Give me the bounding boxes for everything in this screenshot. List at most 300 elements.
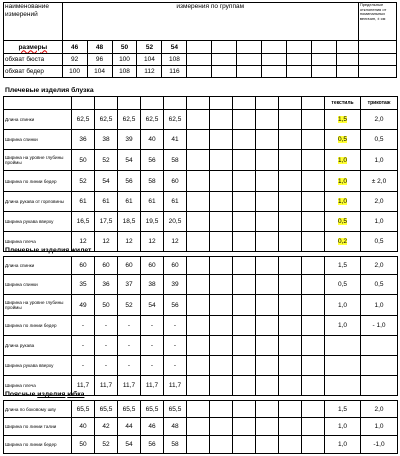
value-cell: 35 <box>72 275 95 295</box>
row-label: Ширина по линии бедер <box>4 171 72 192</box>
empty-cell <box>279 295 302 316</box>
value-cell: 60 <box>164 257 187 275</box>
empty-cell <box>233 376 256 396</box>
row-label: Длина спинки <box>4 257 72 275</box>
row-label: Длина по боковому шву <box>4 401 72 418</box>
textile-value: 0,5 <box>337 136 348 143</box>
empty-cell <box>302 130 325 150</box>
value-cell: 38 <box>141 275 164 295</box>
value-cell: 61 <box>141 192 164 212</box>
value-cell: 48 <box>164 418 187 436</box>
value-cell: 38 <box>95 130 118 150</box>
empty-cell <box>187 336 210 356</box>
knit-cell: -1,0 <box>361 436 398 454</box>
value-cell: 12 <box>95 232 118 252</box>
row-label: обхват бедер <box>4 66 63 78</box>
empty-cell <box>187 295 210 316</box>
empty-cell <box>210 418 233 436</box>
value-cell: 65,5 <box>95 401 118 418</box>
textile-cell <box>325 212 361 232</box>
table-row <box>4 436 398 454</box>
empty-cell <box>187 232 210 252</box>
empty-cell <box>256 356 279 376</box>
value-cell: - <box>72 356 95 376</box>
knit-cell: 2,0 <box>361 110 398 130</box>
knit-cell: 0,5 <box>361 275 398 295</box>
value-cell: - <box>118 316 141 336</box>
textile-cell <box>325 356 361 376</box>
textile-value: 1,0 <box>337 322 348 329</box>
vest-table <box>3 256 398 396</box>
knit-cell: 0,5 <box>361 130 398 150</box>
empty-cell <box>233 316 256 336</box>
empty-cell <box>187 212 210 232</box>
empty-cell <box>187 418 210 436</box>
row-label: Ширина по линии талии <box>4 418 72 436</box>
row-label: Ширина на уровне глубины проймы <box>4 150 72 171</box>
value-cell: 40 <box>72 418 95 436</box>
empty-cell <box>210 212 233 232</box>
value-cell: 62,5 <box>164 110 187 130</box>
empty-cell <box>233 356 256 376</box>
empty-cell <box>187 316 210 336</box>
textile-cell <box>325 257 361 275</box>
empty-cell <box>279 192 302 212</box>
table-row <box>4 171 398 192</box>
value-cell: 62,5 <box>118 110 141 130</box>
value-cell: 39 <box>164 275 187 295</box>
value-cell: 52 <box>72 171 95 192</box>
row-label: Ширина плеча <box>4 232 72 252</box>
empty-cell <box>256 316 279 336</box>
knit-cell: ± 2,0 <box>361 171 398 192</box>
textile-cell <box>325 150 361 171</box>
value-cell: 19,5 <box>141 212 164 232</box>
value-cell: 12 <box>72 232 95 252</box>
value-cell: 104 <box>87 66 112 78</box>
knit-cell <box>361 376 398 396</box>
table-row <box>4 212 398 232</box>
value-cell: - <box>141 316 164 336</box>
empty-cell <box>302 171 325 192</box>
textile-cell <box>325 232 361 252</box>
table-row <box>4 275 398 295</box>
row-label: Длина рукава от горловины <box>4 192 72 212</box>
value-cell: 108 <box>162 54 187 66</box>
empty-cell <box>233 171 256 192</box>
empty-cell <box>256 212 279 232</box>
value-cell: 11,7 <box>118 376 141 396</box>
size-cell: 46 <box>62 41 87 54</box>
section-title-vest: Плечевые изделия жилет <box>5 247 92 254</box>
value-cell: 12 <box>141 232 164 252</box>
knit-cell: 1,0 <box>361 418 398 436</box>
row-label: Ширина спинки <box>4 130 72 150</box>
table-row <box>4 418 398 436</box>
empty-cell <box>256 150 279 171</box>
groups-header: измерения по группам <box>62 3 358 41</box>
value-cell: - <box>118 356 141 376</box>
empty-cell <box>233 212 256 232</box>
empty-cell <box>302 295 325 316</box>
value-cell: 41 <box>164 130 187 150</box>
empty-cell <box>302 212 325 232</box>
knit-cell: 1,0 <box>361 212 398 232</box>
value-cell: 11,7 <box>141 376 164 396</box>
value-cell: 56 <box>118 171 141 192</box>
value-cell: 18,5 <box>118 212 141 232</box>
empty-cell <box>187 436 210 454</box>
empty-cell <box>233 295 256 316</box>
value-cell: 60 <box>72 257 95 275</box>
empty-cell <box>210 336 233 356</box>
empty-cell <box>256 336 279 356</box>
empty-cell <box>279 336 302 356</box>
empty-cell <box>210 171 233 192</box>
value-cell: 65,5 <box>72 401 95 418</box>
empty-cell <box>302 275 325 295</box>
value-cell: 37 <box>118 275 141 295</box>
textile-value: 1,5 <box>337 116 348 123</box>
empty-cell <box>256 171 279 192</box>
value-cell: 36 <box>95 275 118 295</box>
value-cell: 58 <box>141 171 164 192</box>
value-cell: - <box>164 356 187 376</box>
textile-cell <box>325 418 361 436</box>
value-cell: 17,5 <box>95 212 118 232</box>
empty-cell <box>302 376 325 396</box>
empty-cell <box>256 295 279 316</box>
value-cell: 11,7 <box>95 376 118 396</box>
value-cell: 12 <box>164 232 187 252</box>
value-cell: 61 <box>95 192 118 212</box>
textile-cell <box>325 436 361 454</box>
value-cell: 42 <box>95 418 118 436</box>
empty-cell <box>233 275 256 295</box>
empty-cell <box>256 232 279 252</box>
textile-value: 1,5 <box>337 405 348 413</box>
textile-cell <box>325 130 361 150</box>
empty-cell <box>302 257 325 275</box>
value-cell: 50 <box>95 295 118 316</box>
empty-cell <box>233 401 256 418</box>
value-cell: - <box>95 316 118 336</box>
empty-cell <box>187 356 210 376</box>
empty-cell <box>256 257 279 275</box>
knit-cell: 2,0 <box>361 401 398 418</box>
empty-cell <box>256 418 279 436</box>
textile-value: 1,0 <box>337 156 348 164</box>
knit-cell <box>361 356 398 376</box>
sizes-label: размеры <box>4 41 63 54</box>
table-row <box>4 336 398 356</box>
row-label: Ширина по линии бедер <box>4 316 72 336</box>
textile-cell <box>325 192 361 212</box>
empty-cell <box>279 232 302 252</box>
textile-cell <box>325 401 361 418</box>
value-cell: 61 <box>164 192 187 212</box>
empty-cell <box>187 150 210 171</box>
name-header: наименование измерений <box>4 3 63 41</box>
size-cell: 52 <box>137 41 162 54</box>
skirt-title-b: изделия <box>37 391 66 398</box>
empty-cell <box>279 356 302 376</box>
value-cell: - <box>164 316 187 336</box>
value-cell: 58 <box>164 150 187 171</box>
section-title-blouse: Плечевые изделия блузка <box>5 87 94 94</box>
value-cell: - <box>118 336 141 356</box>
empty-cell <box>187 110 210 130</box>
value-cell: 100 <box>62 66 87 78</box>
value-cell: 60 <box>141 257 164 275</box>
value-cell: - <box>95 336 118 356</box>
empty-cell <box>187 376 210 396</box>
empty-cell <box>256 401 279 418</box>
empty-cell <box>187 401 210 418</box>
col-knit: трикотаж <box>361 97 398 110</box>
skirt-title-c: юбка <box>67 391 85 398</box>
knit-cell: 2,0 <box>361 257 398 275</box>
knit-cell: 1,0 <box>361 295 398 316</box>
empty-cell <box>256 192 279 212</box>
row-label: Ширина спинки <box>4 275 72 295</box>
empty-cell <box>279 110 302 130</box>
value-cell: 65,5 <box>118 401 141 418</box>
empty-cell <box>302 316 325 336</box>
empty-cell <box>210 232 233 252</box>
value-cell: 104 <box>137 54 162 66</box>
empty-cell <box>233 336 256 356</box>
row-label: Ширина рукава вверху <box>4 356 72 376</box>
value-cell: 54 <box>95 171 118 192</box>
table-row <box>4 401 398 418</box>
empty-cell <box>233 232 256 252</box>
row-label: Ширина рукава вверху <box>4 212 72 232</box>
empty-cell <box>187 275 210 295</box>
size-cell: 54 <box>162 41 187 54</box>
value-cell: - <box>141 336 164 356</box>
empty-cell <box>187 192 210 212</box>
empty-cell <box>233 192 256 212</box>
empty-cell <box>210 110 233 130</box>
empty-cell <box>210 376 233 396</box>
empty-cell <box>210 436 233 454</box>
textile-cell <box>325 295 361 316</box>
textile-value: 1,0 <box>337 441 348 448</box>
value-cell: 16,5 <box>72 212 95 232</box>
value-cell: - <box>141 356 164 376</box>
value-cell: 108 <box>112 66 137 78</box>
value-cell: 62,5 <box>95 110 118 130</box>
textile-cell <box>325 275 361 295</box>
textile-value: 0,5 <box>337 281 348 288</box>
empty-cell <box>187 171 210 192</box>
textile-cell <box>325 110 361 130</box>
empty-cell <box>233 110 256 130</box>
value-cell: 50 <box>72 436 95 454</box>
table-row <box>4 316 398 336</box>
value-cell: 11,7 <box>164 376 187 396</box>
value-cell: 50 <box>72 150 95 171</box>
empty-cell <box>302 192 325 212</box>
table-row <box>4 150 398 171</box>
deviation-header: Предельные отклонения от номинальных величин, ± см <box>358 3 396 41</box>
textile-value: 1,0 <box>337 301 348 309</box>
value-cell: 52 <box>95 436 118 454</box>
value-cell: 61 <box>118 192 141 212</box>
textile-cell <box>325 171 361 192</box>
empty-cell <box>302 418 325 436</box>
value-cell: 20,5 <box>164 212 187 232</box>
empty-cell <box>302 232 325 252</box>
value-cell: 12 <box>118 232 141 252</box>
empty-cell <box>256 130 279 150</box>
textile-value: 1,0 <box>337 198 348 205</box>
value-cell: 58 <box>164 436 187 454</box>
empty-cell <box>210 130 233 150</box>
value-cell: 65,5 <box>164 401 187 418</box>
skirt-title-a: Поясные <box>5 391 36 398</box>
table-row <box>4 356 398 376</box>
empty-cell <box>302 436 325 454</box>
textile-value: 0,5 <box>337 218 348 225</box>
empty-cell <box>210 257 233 275</box>
value-cell: 56 <box>141 150 164 171</box>
value-cell: 54 <box>118 436 141 454</box>
table-row <box>4 192 398 212</box>
empty-cell <box>279 257 302 275</box>
empty-cell <box>210 316 233 336</box>
skirt-table <box>3 400 398 454</box>
empty-cell <box>233 130 256 150</box>
empty-cell <box>279 401 302 418</box>
size-cell: 50 <box>112 41 137 54</box>
blouse-table <box>3 96 398 252</box>
knit-cell: 1,0 <box>361 150 398 171</box>
value-cell: 54 <box>141 295 164 316</box>
value-cell: 46 <box>141 418 164 436</box>
textile-value: 1,0 <box>337 177 348 185</box>
value-cell: 44 <box>118 418 141 436</box>
value-cell: 61 <box>72 192 95 212</box>
value-cell: 11,7 <box>72 376 95 396</box>
value-cell: 40 <box>141 130 164 150</box>
value-cell: - <box>164 336 187 356</box>
empty-cell <box>279 418 302 436</box>
empty-cell <box>233 257 256 275</box>
textile-cell <box>325 336 361 356</box>
empty-cell <box>256 376 279 396</box>
value-cell: 49 <box>72 295 95 316</box>
empty-cell <box>210 356 233 376</box>
value-cell: 60 <box>164 171 187 192</box>
empty-cell <box>210 275 233 295</box>
empty-cell <box>302 150 325 171</box>
value-cell: 52 <box>118 295 141 316</box>
knit-cell: 2,0 <box>361 192 398 212</box>
empty-cell <box>302 356 325 376</box>
empty-cell <box>302 110 325 130</box>
value-cell: 116 <box>162 66 187 78</box>
knit-cell: 0,5 <box>361 232 398 252</box>
col-textile: текстиль <box>325 97 361 110</box>
row-label: обхват бюста <box>4 54 63 66</box>
value-cell: 56 <box>141 436 164 454</box>
row-label: Ширина на уровне глубины проймы <box>4 295 72 316</box>
row-label: Длина спинки <box>4 110 72 130</box>
empty-cell <box>210 401 233 418</box>
value-cell: 39 <box>118 130 141 150</box>
empty-cell <box>210 295 233 316</box>
value-cell: - <box>72 316 95 336</box>
value-cell: 36 <box>72 130 95 150</box>
value-cell: 96 <box>87 54 112 66</box>
value-cell: 54 <box>118 150 141 171</box>
empty-cell <box>279 316 302 336</box>
empty-cell <box>187 257 210 275</box>
value-cell: 62,5 <box>72 110 95 130</box>
empty-cell <box>256 110 279 130</box>
value-cell: - <box>95 356 118 376</box>
section-title-skirt <box>5 391 84 398</box>
header-table <box>3 2 397 78</box>
value-cell: 65,5 <box>141 401 164 418</box>
textile-cell <box>325 376 361 396</box>
empty-cell <box>279 436 302 454</box>
table-row <box>4 110 398 130</box>
empty-cell <box>302 401 325 418</box>
knit-cell <box>361 336 398 356</box>
empty-cell <box>233 150 256 171</box>
value-cell: 112 <box>137 66 162 78</box>
value-cell: 92 <box>62 54 87 66</box>
value-cell: 100 <box>112 54 137 66</box>
textile-cell <box>325 316 361 336</box>
value-cell: 56 <box>164 295 187 316</box>
empty-cell <box>210 192 233 212</box>
knit-cell: - 1,0 <box>361 316 398 336</box>
empty-cell <box>233 418 256 436</box>
table-row <box>4 295 398 316</box>
empty-cell <box>279 376 302 396</box>
row-label: Длина рукава <box>4 336 72 356</box>
value-cell: - <box>72 336 95 356</box>
value-cell: 60 <box>95 257 118 275</box>
value-cell: 52 <box>95 150 118 171</box>
row-label: Ширина плеча <box>4 376 72 396</box>
size-cell: 48 <box>87 41 112 54</box>
empty-cell <box>279 130 302 150</box>
empty-cell <box>302 336 325 356</box>
empty-cell <box>187 130 210 150</box>
textile-value: 1,0 <box>337 423 348 430</box>
empty-cell <box>279 150 302 171</box>
value-cell: 62,5 <box>141 110 164 130</box>
table-row <box>4 130 398 150</box>
empty-cell <box>233 436 256 454</box>
textile-value: 1,5 <box>337 262 348 269</box>
empty-cell <box>256 275 279 295</box>
empty-cell <box>279 171 302 192</box>
value-cell: 60 <box>118 257 141 275</box>
empty-cell <box>279 275 302 295</box>
textile-value: 0,2 <box>337 238 348 245</box>
empty-cell <box>256 436 279 454</box>
empty-cell <box>210 150 233 171</box>
empty-cell <box>279 212 302 232</box>
row-label: Ширина по линии бедер <box>4 436 72 454</box>
table-row <box>4 257 398 275</box>
